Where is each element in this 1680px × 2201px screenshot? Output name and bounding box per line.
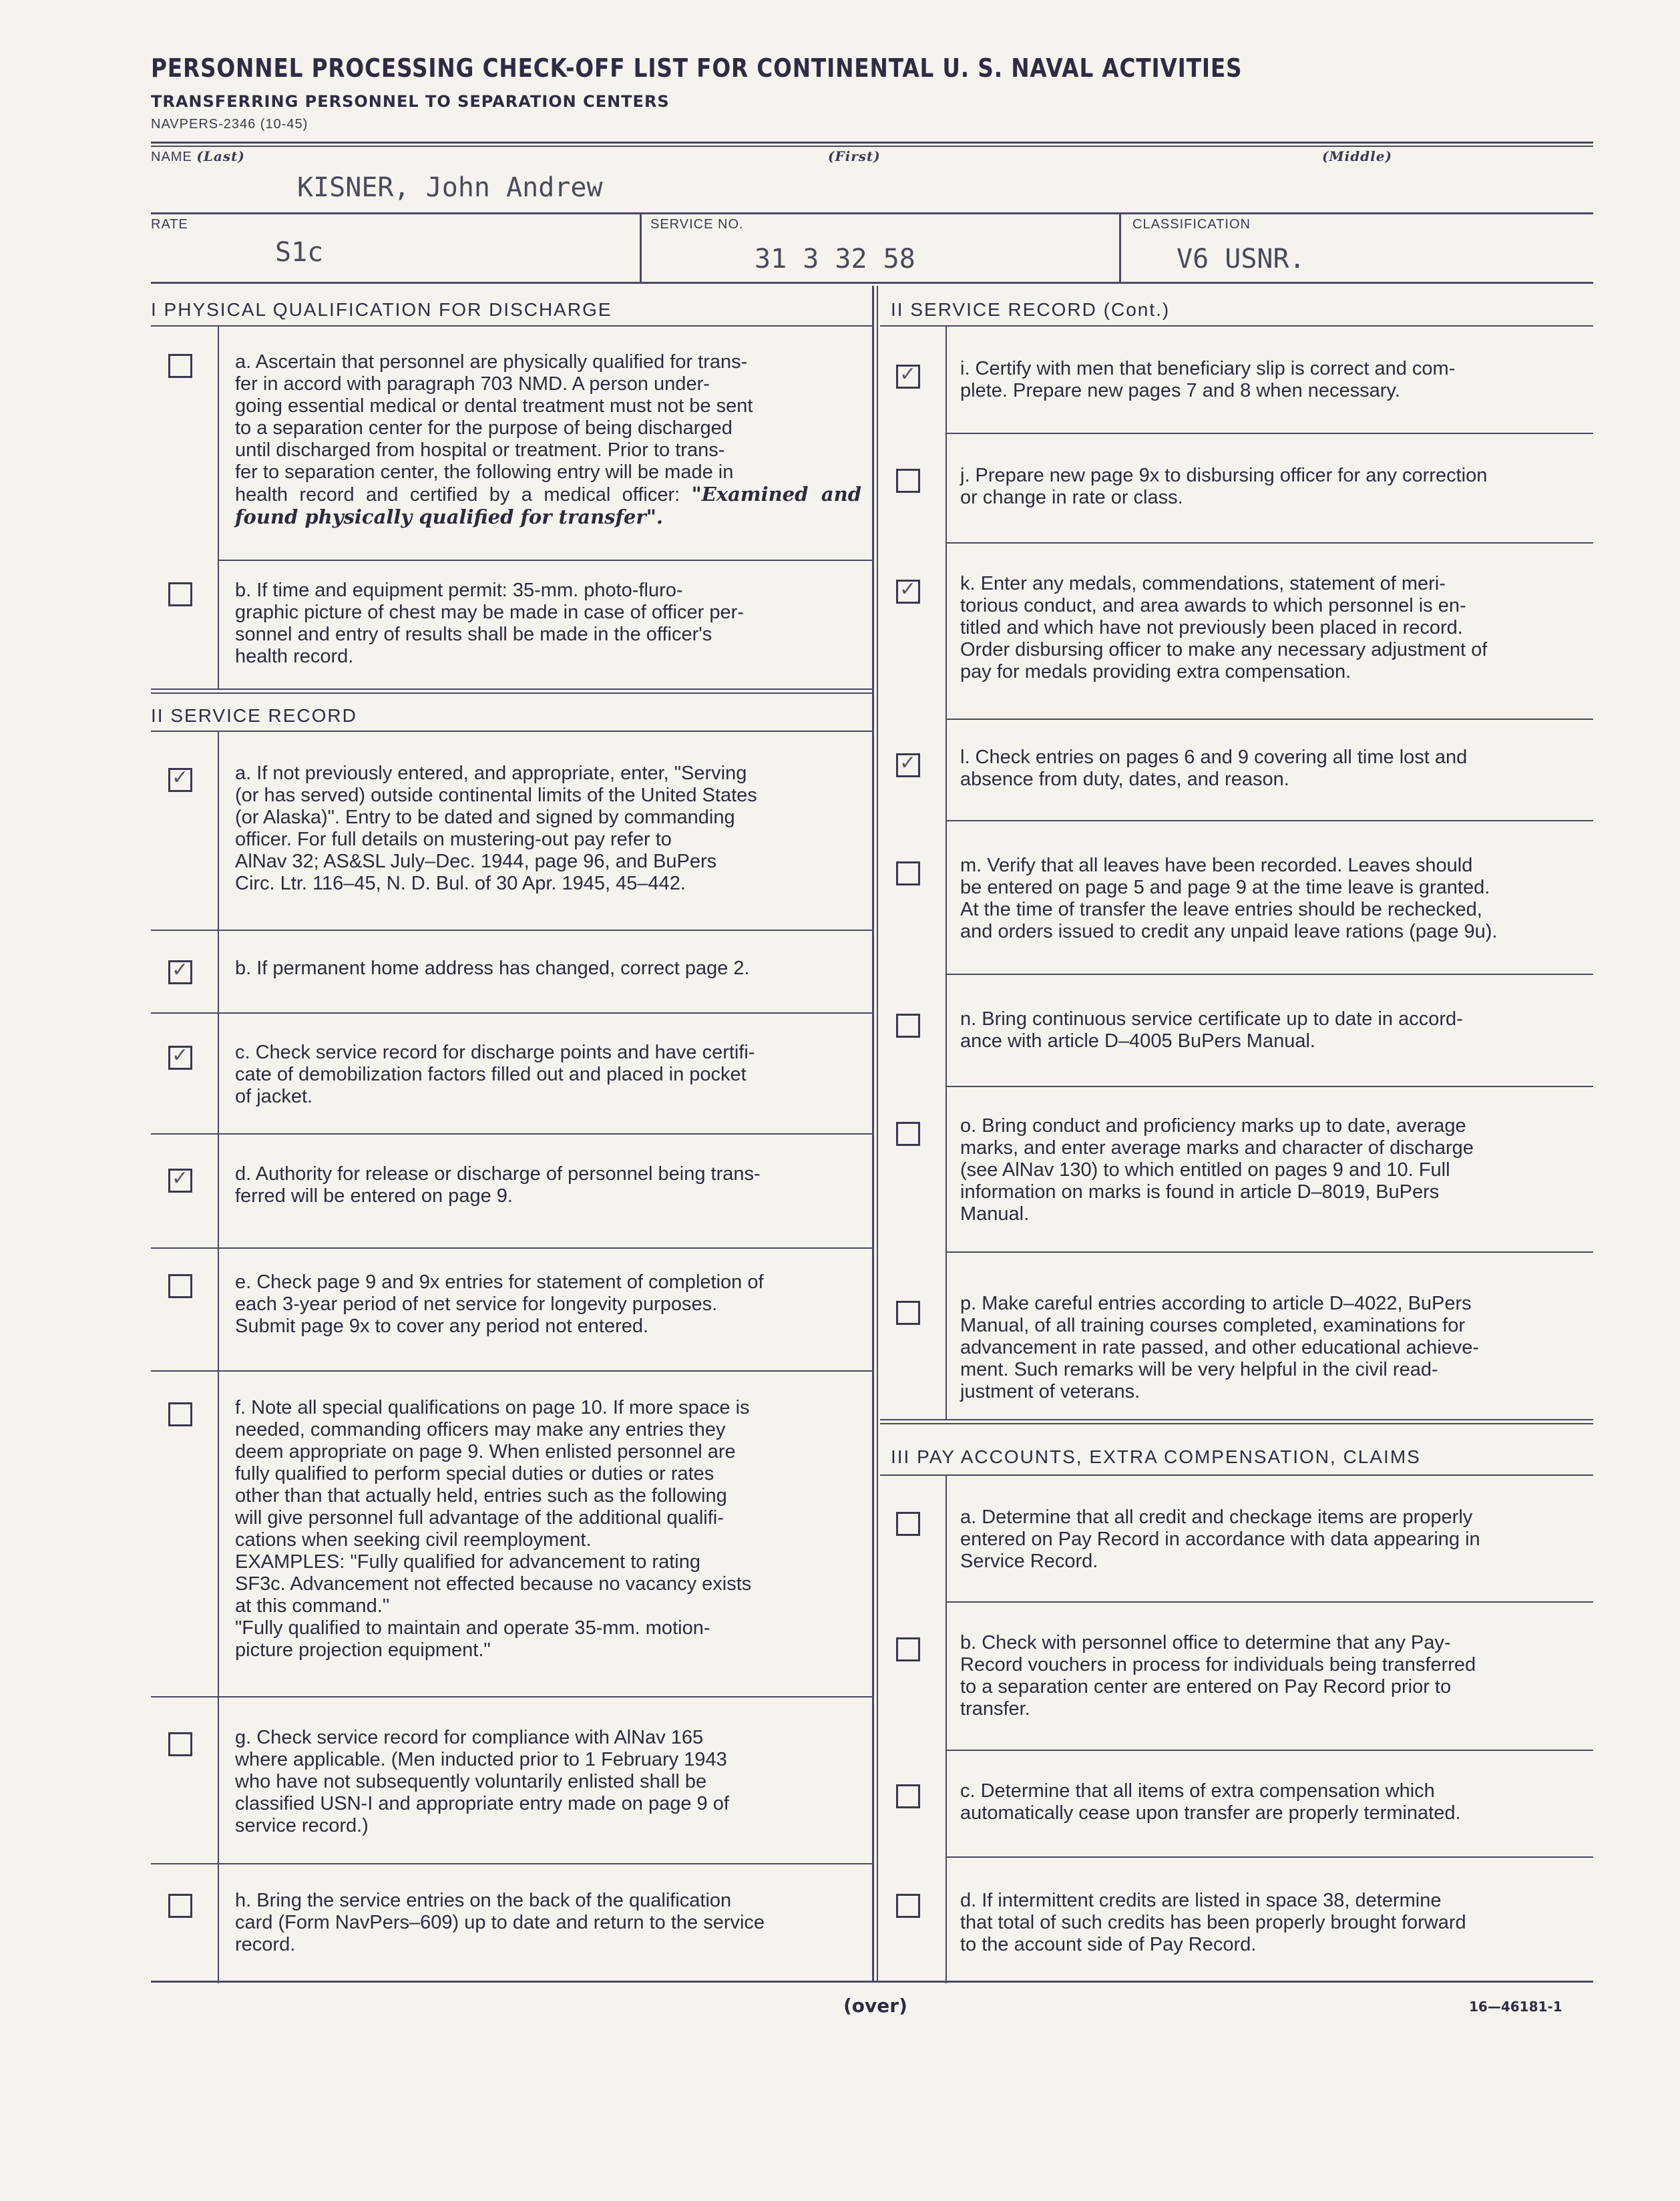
checkbox-service-c[interactable] [168,1046,192,1070]
rule [947,1601,1593,1603]
check-mark-icon: ✓ [899,751,917,775]
rule [151,692,872,694]
checkbox-service-a[interactable] [168,768,192,792]
rule [880,1474,1593,1476]
column-rule [218,327,219,688]
checkbox-service-d[interactable] [168,1169,192,1193]
item-service-k: k. Enter any medals, commendations, statement of meri- torious conduct, and area awards to which personnel is en- titled and which have not previously been placed in record. Order disbursing officer to make any necessary adjustment of pay for medals providing extra compensation. [960,573,1488,682]
section-physical: I PHYSICAL QUALIFICATION FOR DISCHARGE [151,299,612,320]
rule [151,731,872,732]
checkbox-service-o[interactable] [896,1122,920,1146]
column-rule [218,732,219,1983]
checkbox-pay-d[interactable] [896,1894,920,1918]
checkbox-pay-c[interactable] [896,1784,920,1808]
middle-label: (Middle) [1322,148,1392,164]
column-rule [946,327,947,1419]
item-pay-a: a. Determine that all credit and checkage items are properly entered on Pay Record in accordance with data appearing in Service Record. [960,1507,1480,1572]
item-service-g: g. Check service record for compliance with AlNav 165 where applicable. (Men inducted prior to 1 February 1943 who have not subsequently voluntarily enlisted shall be classified USN-I and appropriate entry made on page 9 of service record.) [235,1727,729,1836]
rule [947,1856,1593,1858]
checkbox-service-g[interactable] [168,1732,192,1756]
item-service-i: i. Certify with men that beneficiary slip is correct and com- plete. Prepare new pages 7 and 8 when necessary. [960,358,1456,401]
check-mark-icon: ✓ [899,363,917,386]
rule [219,560,872,561]
item-service-e: e. Check page 9 and 9x entries for statement of completion of each 3-year period of net service for longevity purposes. Submit page 9x to cover any period not entered. [235,1271,764,1337]
checkbox-service-j[interactable] [896,469,920,493]
column-divider [872,286,874,1982]
divider [640,212,642,282]
name-field[interactable]: KISNER, John Andrew [297,172,603,203]
checkbox-service-h[interactable] [168,1894,192,1918]
checkbox-physical-b[interactable] [168,582,192,606]
rule [947,433,1593,434]
name-label: NAME (Last) [151,148,245,164]
rule [947,542,1593,544]
rule [947,820,1593,821]
item-service-d: d. Authority for release or discharge of personnel being trans- ferred will be entered on page 9. [235,1163,761,1207]
rule [151,282,1593,284]
rule [151,325,872,327]
rule [880,1423,1593,1424]
item-service-l: l. Check entries on pages 6 and 9 covering all time lost and absence from duty, dates, and reason. [960,747,1468,790]
item-service-j: j. Prepare new page 9x to disbursing officer for any correction or change in rate or class. [960,465,1488,508]
rule [151,1370,872,1372]
check-mark-icon: ✓ [899,578,917,601]
item-pay-b: b. Check with personnel office to determine that any Pay- Record vouchers in process for individuals being transferred to a separation center are entered on Pay Record prior to transfer. [960,1632,1476,1720]
footer-code: 16—46181-1 [1469,1999,1562,2015]
item-service-m: m. Verify that all leaves have been recorded. Leaves should be entered on page 5 and page 9 at the time leave is granted. At the time of transfer the leave entries should be rechecked, and orders issued to credit any unpaid leave rations (page 9u). [960,855,1498,942]
classification-label: CLASSIFICATION [1132,217,1251,232]
service-no-field[interactable]: 31 3 32 58 [755,244,915,274]
rule [151,1012,872,1014]
divider [1119,212,1121,282]
item-service-f: f. Note all special qualifications on page 10. If more space is needed, commanding officers may make any entries they deem appropriate on page 9. When enlisted personnel are fully qualified to perform special duties or duties or rates other than that actually held, entries such as the following will give personnel full advantage of the additional qualifi- cations when seeking civil reemployment. EXAMPLES: "Fully qualified for advancement to rating SF3c. Advancement not effected because no vacancy exists at this command." "Fully qualified to maintain and operate 35-mm. motion- picture projection equipment." [235,1397,752,1661]
item-pay-d: d. If intermittent credits are listed in space 38, determine that total of such credits has been properly brought forward to the account side of Pay Record. [960,1890,1466,1955]
checkbox-service-l[interactable] [896,753,920,777]
item-service-o: o. Bring conduct and proficiency marks up to date, average marks, and enter average marks and character of discharge (see AlNav 130) to which entitled on pages 9 and 10. Full information on marks is found in article D–8019, BuPers Manual. [960,1115,1474,1225]
check-mark-icon: ✓ [172,1044,189,1067]
item-service-c: c. Check service record for discharge points and have certifi- cate of demobilization factors filled out and placed in pocket of jacket. [235,1042,755,1107]
check-mark-icon: ✓ [172,766,189,789]
check-mark-icon: ✓ [172,1167,189,1190]
item-pay-c: c. Determine that all items of extra compensation which automatically cease upon transfer are properly terminated. [960,1780,1461,1824]
checkbox-pay-b[interactable] [896,1637,920,1661]
classification-field[interactable]: V6 USNR. [1177,244,1305,274]
service-no-label: SERVICE NO. [650,217,744,232]
checkbox-service-m[interactable] [896,861,920,885]
rule [947,1086,1593,1087]
item-physical-b: b. If time and equipment permit: 35-mm. photo-fluro- graphic picture of chest may be made in case of officer per- sonnel and entry of results shall be made in the officer's health record. [235,580,744,667]
form-title: PERSONNEL PROCESSING CHECK-OFF LIST FOR CONTINENTAL U. S. NAVAL ACTIVITIES [151,53,1243,83]
rule [947,1251,1593,1253]
checkbox-service-p[interactable] [896,1301,920,1325]
item-service-p: p. Make careful entries according to article D–4022, BuPers Manual, of all training courses completed, examinations for advancement in rate passed, and other educational achieve- ment. Such remarks will be very helpful in the civil read- justment of veterans. [960,1293,1480,1402]
checkbox-pay-a[interactable] [896,1512,920,1536]
rule [151,1863,872,1864]
rule [151,146,1593,147]
section-pay-accounts: III PAY ACCOUNTS, EXTRA COMPENSATION, CLAIMS [891,1446,1421,1467]
checkbox-service-n[interactable] [896,1014,920,1038]
rule [151,1133,872,1135]
checkbox-service-i[interactable] [896,365,920,389]
form-number: NAVPERS-2346 (10-45) [151,117,308,132]
rule [947,719,1593,720]
checkbox-physical-a[interactable] [168,354,192,378]
rate-label: RATE [151,217,188,232]
rule [151,142,1593,144]
rule [151,930,872,931]
section-service-record: II SERVICE RECORD [151,705,357,726]
rule [151,1981,1593,1983]
item-service-b: b. If permanent home address has changed, correct page 2. [235,958,750,979]
section-service-record-cont: II SERVICE RECORD (Cont.) [891,299,1171,320]
checkbox-service-f[interactable] [168,1402,192,1426]
checkbox-service-e[interactable] [168,1274,192,1298]
footer-over: (over) [843,1995,907,2017]
column-rule [946,1476,947,1983]
form-subtitle: TRANSFERRING PERSONNEL TO SEPARATION CENTERS [151,92,670,111]
rule [880,1419,1593,1420]
item-service-h: h. Bring the service entries on the back of the qualification card (Form NavPers–609) up to date and return to the service record. [235,1890,765,1955]
item-service-n: n. Bring continuous service certificate up to date in accord- ance with article D–4005 BuPers Manual. [960,1008,1463,1052]
rule [880,325,1593,327]
rule [151,1247,872,1249]
checkbox-service-k[interactable] [896,580,920,604]
item-service-a: a. If not previously entered, and appropriate, enter, "Serving (or has served) outside continental limits of the United States (or Alaska)". Entry to be dated and signed by commanding officer. For full details on mustering-out pay refer to AlNav 32; AS&SL July–Dec. 1944, page 96, and BuPers Circ. Ltr. 116–45, N. D. Bul. of 30 Apr. 1945, 45–442. [235,763,757,894]
rule [151,688,872,690]
rule [947,1750,1593,1751]
first-label: (First) [828,148,881,164]
rule [151,212,1593,214]
check-mark-icon: ✓ [172,958,189,982]
rate-field[interactable]: S1c [275,237,324,268]
column-divider [877,286,878,1982]
item-physical-a: a. Ascertain that personnel are physically qualified for trans- fer in accord with paragraph 703 NMD. A person under- going essential medical or dental treatment must not be sent to a separation center for the purpose of being discharged until discharged from hospital or treatment. Prior to trans- fer to separation center, the following entry will be made in health record and certified by a medical officer: "Examined and found physically qualified for transfer". [235,351,861,528]
rule [151,1696,872,1697]
rule [947,974,1593,975]
checkbox-service-b[interactable] [168,960,192,984]
